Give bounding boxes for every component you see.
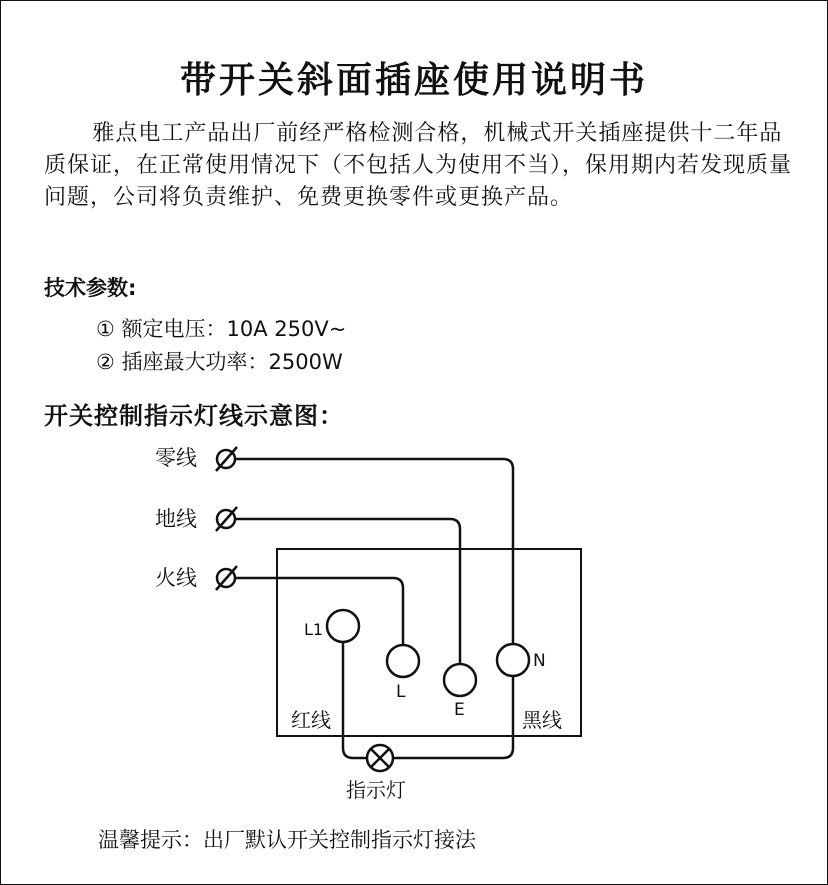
params-heading-colon: : xyxy=(128,276,137,300)
wiring-diagram xyxy=(0,430,828,810)
wire-label-ground: 地线 xyxy=(155,507,197,531)
black-wire-label: 黑线 xyxy=(522,708,562,732)
param-voltage-value: 10A 250V~ xyxy=(226,317,347,341)
param-voltage xyxy=(96,313,346,343)
param-voltage-label: 额定电压： xyxy=(121,317,227,341)
param-power-label: 插座最大功率： xyxy=(121,350,269,374)
wire-red-to-lamp xyxy=(343,642,367,758)
hint-text: 温馨提示：出厂默认开关控制指示灯接法 xyxy=(98,828,476,852)
wire-label-neutral: 零线 xyxy=(155,446,197,470)
terminal-l1 xyxy=(327,610,359,642)
param-power-value: 2500W xyxy=(268,350,343,374)
param-power xyxy=(96,346,343,376)
wire-ground xyxy=(235,519,460,665)
terminal-l xyxy=(387,645,419,677)
ground-screw-icon xyxy=(216,507,237,531)
lamp-label: 指示灯 xyxy=(346,778,406,802)
wire-label-live: 火线 xyxy=(155,566,197,590)
terminal-e-label: E xyxy=(454,700,465,720)
terminal-n-label: N xyxy=(533,651,546,671)
neutral-screw-icon xyxy=(216,447,237,471)
terminal-l1-label: L1 xyxy=(304,620,324,639)
param-voltage-num: ① xyxy=(96,317,115,341)
param-power-num: ② xyxy=(96,350,115,374)
params-heading xyxy=(44,272,136,302)
indicator-lamp-icon xyxy=(367,745,393,771)
document-title: 带开关斜面插座使用说明书 xyxy=(179,60,648,101)
live-screw-icon xyxy=(216,566,237,590)
intro-paragraph: 雅点电工产品出厂前经严格检测合格，机械式开关插座提供十二年品质保证，在正常使用情况下（不包括人为使用不当），保用期内若发现质量问题，公司将负责维护、免费更换零件或更换产品。 xyxy=(44,121,793,210)
terminal-e xyxy=(444,664,476,696)
terminal-n xyxy=(497,644,529,676)
diagram-heading: 开关控制指示灯线示意图： xyxy=(44,402,344,430)
terminal-l-label: L xyxy=(396,682,406,702)
red-wire-label: 红线 xyxy=(291,708,331,732)
params-heading-text: 技术参数 xyxy=(44,276,128,300)
